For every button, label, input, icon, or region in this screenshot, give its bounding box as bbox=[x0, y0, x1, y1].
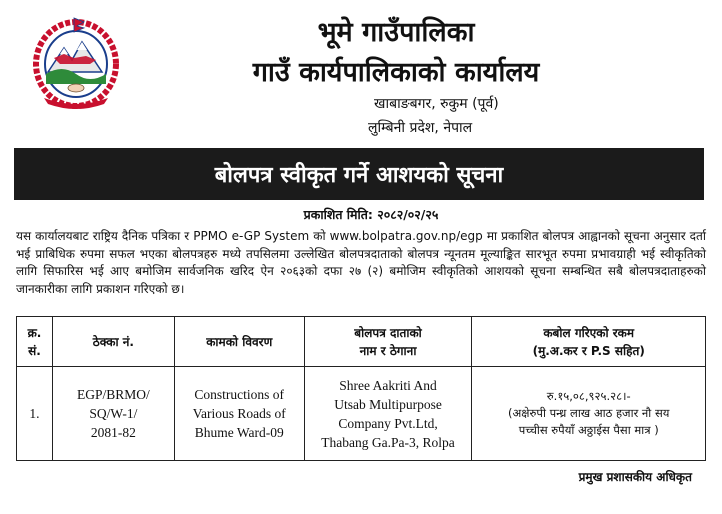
address-line-2: लुम्बिनी प्रदेश, नेपाल bbox=[368, 120, 473, 136]
notice-title: बोलपत्र स्वीकृत गर्ने आशयको सूचना bbox=[214, 163, 504, 188]
cell-bid-amount: रु.१५,०८,९२५.२८।- (अक्षेरुपी पन्ध्र लाख आठ हजार नौ सय पच्चीस रुपैयाँ अठ्ठाईस पैसा मात्र ) bbox=[472, 367, 706, 461]
cell-bidder: Shree Aakriti And Utsab Multipurpose Company Pvt.Ltd, Thabang Ga.Pa-3, Rolpa bbox=[304, 367, 472, 461]
award-table bbox=[16, 316, 706, 461]
notice-body-text-2: मा प्रकाशित बोलपत्र आह्वानको सूचना अनुसार दर्ता भई प्राबिधिक रुपमा सफल भएका बोलपत्रहरु मध्ये तपसिलमा उल्लेखित बोलपत्रदाताको बोलपत्र न्यूनतम मूल्याङ्कित सारभूत रुपमा प्रभावग्राही भई स्वीकृतिको लागि सिफारिस भई आए बमोजिम सार्वजनिक खरिद ऐन २०६३को दफा २७ (२) बमोजिम स्वीकृतिको आशयको सूचना सम्बन्धित सबै बोलपत्रदाताहरुको जानकारीका लागि प्रकाशन गरिएको छ। bbox=[16, 229, 707, 296]
notice-body bbox=[16, 228, 706, 298]
header-work-description: कामको विवरण bbox=[174, 317, 304, 367]
letterhead bbox=[0, 0, 722, 142]
published-date: प्रकाशित मिति: २०८२/०२/२५ bbox=[303, 207, 439, 222]
table-row bbox=[17, 367, 706, 461]
address-line-1: खाबाङबगर, रुकुम (पूर्व) bbox=[374, 96, 499, 112]
notice-title-banner bbox=[14, 148, 704, 200]
municipality-name: भूमे गाउँपालिका bbox=[317, 17, 475, 48]
header-contract-number: ठेक्का नं. bbox=[52, 317, 174, 367]
egp-website-link[interactable]: www.bolpatra.gov.np/egp bbox=[329, 229, 483, 243]
signatory-title: प्रमुख प्रशासकीय अधिकृत bbox=[578, 470, 692, 484]
table-header-row bbox=[17, 317, 706, 367]
header-bid-amount: कबोल गरिएको रकम (मु.अ.कर र P.S सहित) bbox=[472, 317, 706, 367]
cell-contract-number: EGP/BRMO/ SQ/W-1/ 2081-82 bbox=[52, 367, 174, 461]
cell-serial-number: 1. bbox=[17, 367, 53, 461]
cell-work-description: Constructions of Various Roads of Bhume Ward-09 bbox=[174, 367, 304, 461]
office-name: गाउँ कार्यपालिकाको कार्यालय bbox=[252, 57, 540, 88]
header-bidder: बोलपत्र दाताको नाम र ठेगाना bbox=[304, 317, 472, 367]
header-serial-number: क्र. सं. bbox=[17, 317, 53, 367]
notice-body-text-1: यस कार्यालयबाट राष्ट्रिय दैनिक पत्रिका र PPMO e-GP System को bbox=[16, 229, 330, 243]
